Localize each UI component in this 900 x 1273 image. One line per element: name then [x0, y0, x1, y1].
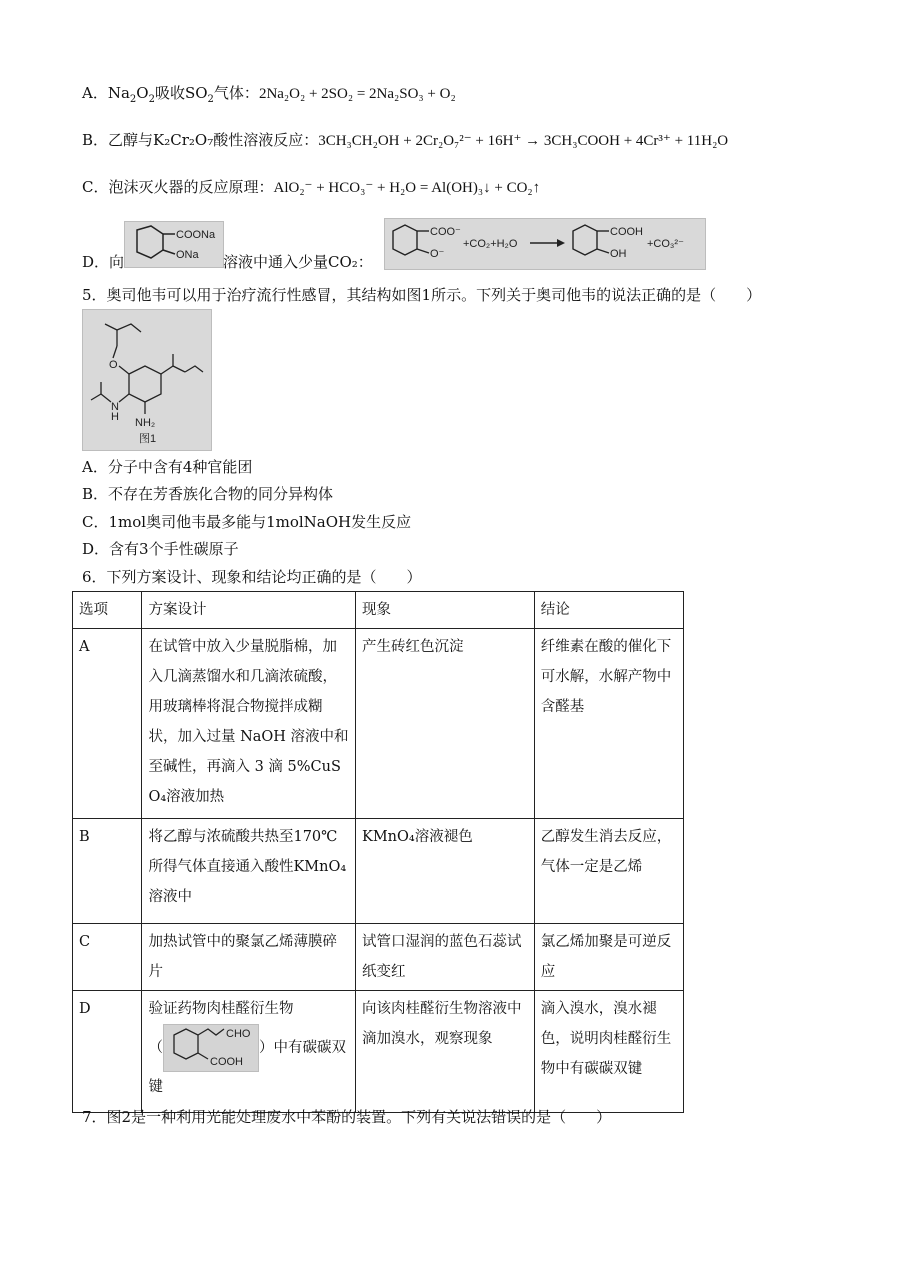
- q6-header-conclusion: 结论: [534, 592, 683, 629]
- q6-row-b-design: 将乙醇与浓硫酸共热至170℃所得气体直接通入酸性KMnO₄溶液中: [142, 819, 356, 924]
- q4-option-d-equation-image: [384, 218, 706, 270]
- reactant-label-ona: ONa: [176, 249, 199, 261]
- eq-label-o-minus: O⁻: [430, 248, 445, 260]
- q6-row-c-phenomenon: 试管口湿润的蓝色石蕊试纸变红: [356, 924, 535, 991]
- q6-row-d-paren-open: （: [148, 1040, 163, 1056]
- eq-label-co2-h2o: +CO₂+H₂O: [463, 238, 518, 250]
- cinnamaldehyde-derivative-image: [163, 1024, 259, 1072]
- oseltamivir-label-o: O: [109, 359, 118, 371]
- sodium-salicylate-structure-image: [124, 221, 224, 268]
- q4-option-c-prefix: C．泡沫灭火器的反应原理：: [82, 178, 274, 196]
- q4-option-d-mid: 溶液中通入少量CO₂：: [223, 253, 373, 271]
- q6-row-a-phenomenon: 产生砖红色沉淀: [356, 629, 535, 819]
- q5-option-a: A．分子中含有4种官能团: [82, 458, 253, 476]
- q4-option-d-prefix: D．向: [82, 253, 125, 271]
- eq-label-cooh: COOH: [610, 226, 643, 238]
- q6-header-design: 方案设计: [142, 592, 356, 629]
- q4-option-b: [82, 129, 728, 152]
- eq-label-co3: +CO₃²⁻: [647, 238, 684, 250]
- q4-option-b-equation: 3CH₃CH₂OH + 2Cr₂O₇²⁻ + 16H⁺ → 3CH₃COOH + 4Cr³⁺ + 11H₂O: [318, 133, 729, 149]
- q6-stem: 6．下列方案设计、现象和结论均正确的是（ ）: [82, 568, 422, 586]
- q4-option-c-equation: AlO₂⁻ + HCO₃⁻ + H₂O = Al(OH)₃↓ + CO₂↑: [273, 180, 541, 196]
- q4-option-b-prefix: B．乙醇与K₂Cr₂O₇酸性溶液反应：: [82, 131, 319, 149]
- q6-row-b-phenomenon: KMnO₄溶液褪色: [356, 819, 535, 924]
- derivative-label-cooh: COOH: [209, 1056, 243, 1068]
- oseltamivir-label-nh2: NH₂: [135, 417, 156, 429]
- table-row: [73, 991, 684, 1113]
- q5-option-d: D．含有3个手性碳原子: [82, 540, 239, 558]
- q6-row-a-design: 在试管中放入少量脱脂棉，加入几滴蒸馏水和几滴浓硫酸，用玻璃棒将混合物搅拌成糊状，加入过量 NaOH 溶液中和至碱性，再滴入 3 滴 5%CuSO₄溶液加热: [142, 629, 356, 819]
- reactant-label-coona: COONa: [176, 229, 216, 241]
- oseltamivir-structure-image: [82, 309, 212, 451]
- q4-option-a-equation: 2Na₂O₂ + 2SO₂ = 2Na₂SO₃ + O₂: [258, 86, 456, 102]
- q6-row-d-paren-close: ）: [258, 1040, 274, 1056]
- q6-row-c-design: 加热试管中的聚氯乙烯薄膜碎片: [142, 924, 356, 991]
- derivative-label-cho: CHO: [225, 1028, 251, 1040]
- table-row: [73, 819, 684, 924]
- table-row: [73, 924, 684, 991]
- q5-option-c: C．1mol奥司他韦最多能与1molNaOH发生反应: [82, 513, 412, 531]
- q6-table-header-row: [73, 592, 684, 629]
- q4-option-a: A．$Na_2O_2$吸收$SO_2$气体：2Na₂O₂ + 2SO₂ = 2Na₂SO₃ + O₂: [82, 84, 456, 105]
- q6-row-d-design-pre: 验证药物肉桂醛衍生物: [148, 1001, 294, 1017]
- q6-row-d-option: D: [73, 991, 142, 1113]
- q6-row-d-design-post: 中有碳碳双键: [148, 1040, 346, 1095]
- q6-row-a-option: A: [73, 629, 142, 819]
- q6-row-a-conclusion: 纤维素在酸的催化下可水解，水解产物中含醛基: [534, 629, 683, 819]
- q6-row-d-design: [142, 991, 356, 1113]
- q6-row-c-option: C: [73, 924, 142, 991]
- q6-row-d-conclusion: 滴入溴水，溴水褪色，说明肉桂醛衍生物中有碳碳双键: [534, 991, 683, 1113]
- eq-label-oh: OH: [610, 248, 627, 260]
- q4-option-c: [82, 176, 540, 199]
- eq-label-coo-minus: COO⁻: [430, 226, 461, 238]
- q5-stem: 5．奥司他韦可以用于治疗流行性感冒，其结构如图1所示。下列关于奥司他韦的说法正确的是（ ）: [82, 286, 762, 304]
- table-row: [73, 629, 684, 819]
- oseltamivir-label-h: H: [111, 411, 119, 423]
- oseltamivir-label-n: N: [111, 401, 119, 413]
- q6-row-c-conclusion: 氯乙烯加聚是可逆反应: [534, 924, 683, 991]
- q6-row-b-conclusion: 乙醇发生消去反应，气体一定是乙烯: [534, 819, 683, 924]
- q6-header-option: 选项: [73, 592, 142, 629]
- q5-option-b: B．不存在芳香族化合物的同分异构体: [82, 485, 334, 503]
- q6-table: [72, 591, 684, 1113]
- q6-row-b-option: B: [73, 819, 142, 924]
- q6-row-d-phenomenon: 向该肉桂醛衍生物溶液中滴加溴水，观察现象: [356, 991, 535, 1113]
- figure-1-caption: 图1: [139, 433, 157, 445]
- q6-header-phenomenon: 现象: [356, 592, 535, 629]
- q7-stem: 7．图2是一种利用光能处理废水中苯酚的装置。下列有关说法错误的是（ ）: [82, 1108, 612, 1126]
